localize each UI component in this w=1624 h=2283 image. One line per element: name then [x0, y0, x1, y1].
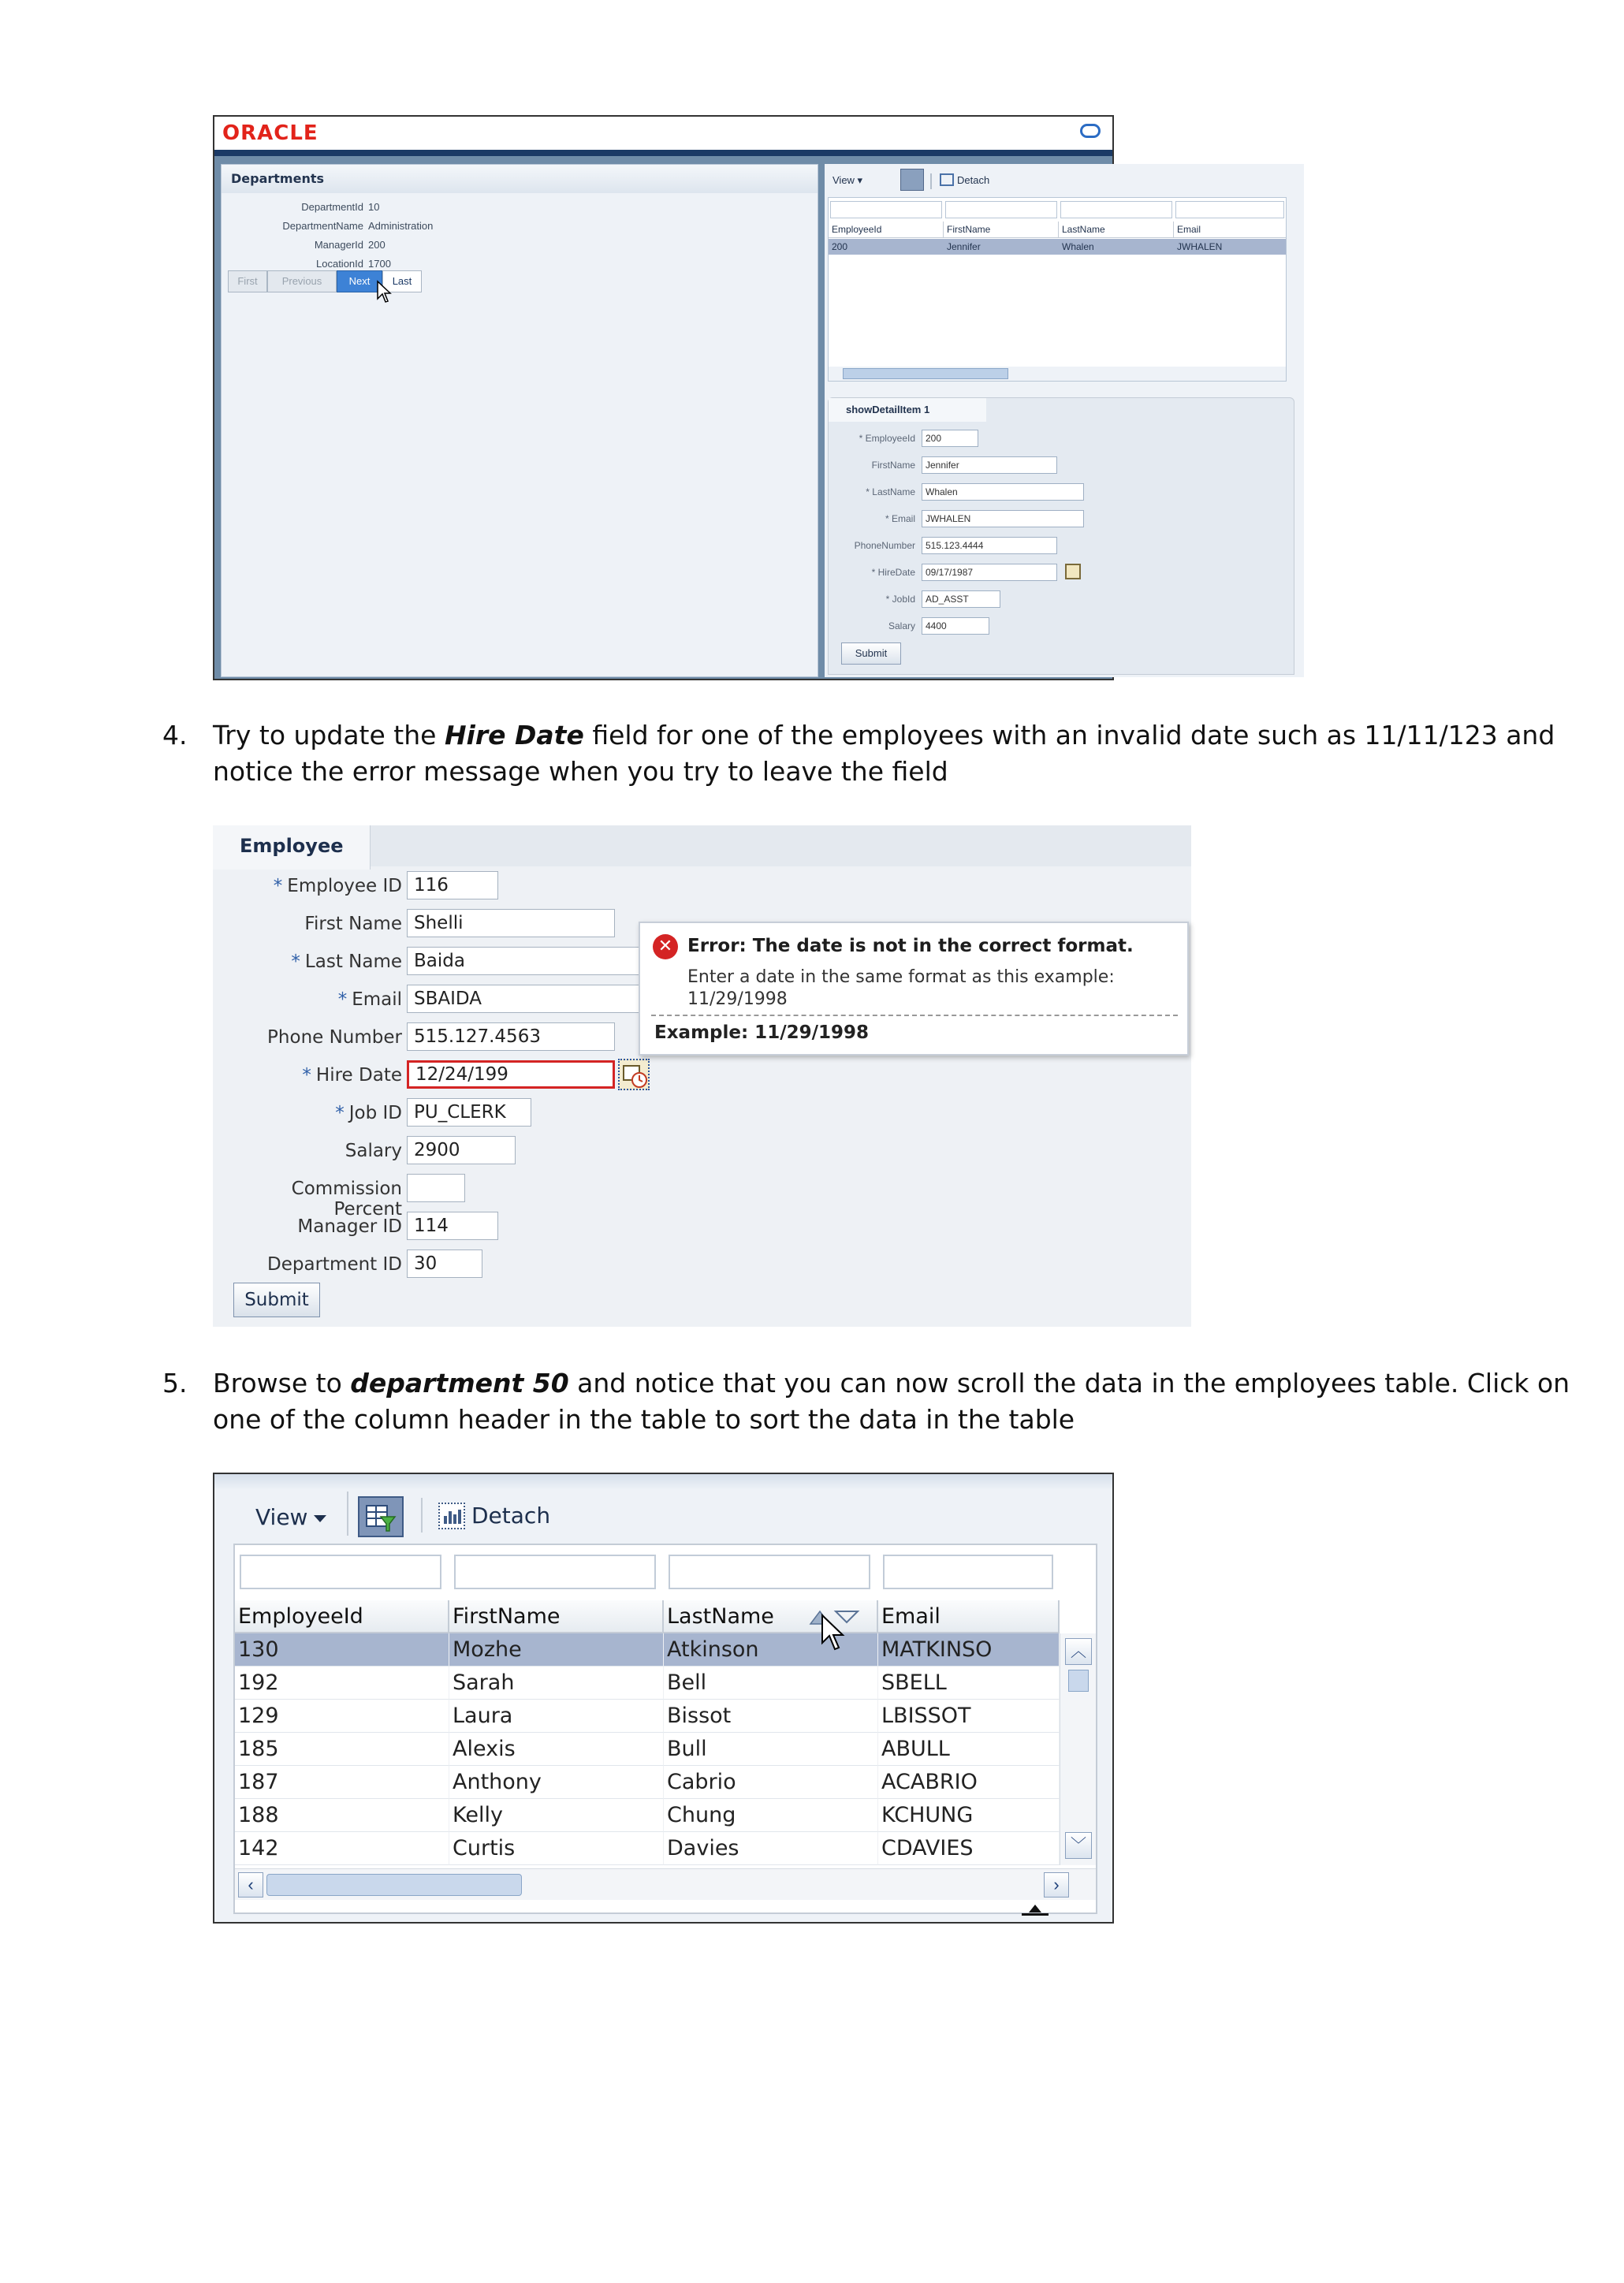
view-menu[interactable]: View ▾: [832, 174, 863, 186]
salary-field[interactable]: 4400: [922, 617, 989, 635]
toolbar-divider: [930, 173, 932, 189]
last-name-field[interactable]: Baida: [407, 947, 643, 975]
column-header-firstname[interactable]: FirstName: [944, 222, 1059, 238]
app-header: [214, 117, 1112, 156]
previous-button[interactable]: Previous: [267, 270, 337, 292]
error-divider: [651, 1015, 1178, 1016]
scroll-up-icon[interactable]: ︿: [1065, 1638, 1092, 1665]
table-cell: 185: [235, 1733, 449, 1766]
toolbar-divider: [421, 1498, 423, 1533]
manager-id-field[interactable]: 114: [407, 1212, 498, 1240]
error-message-line1: Enter a date in the same format as this example:: [687, 967, 1115, 987]
error-title: Error: The date is not in the correct format.: [687, 936, 1134, 956]
collapse-handle[interactable]: [1022, 1905, 1049, 1916]
table-cell: 188: [235, 1799, 449, 1832]
phone-number-field[interactable]: 515.127.4563: [407, 1022, 615, 1051]
vertical-scrollbar[interactable]: [1060, 1633, 1096, 1865]
error-message-line2: 11/29/1998: [687, 989, 788, 1009]
submit-button[interactable]: Submit: [841, 642, 901, 665]
scroll-left-icon[interactable]: ‹: [238, 1872, 263, 1898]
employeeid-field[interactable]: 200: [922, 430, 978, 447]
table-cell: Bell: [664, 1667, 878, 1700]
table-cell: 200: [832, 241, 848, 252]
department-id-label: Department ID: [267, 1254, 402, 1275]
table-cell: Bissot: [664, 1700, 878, 1733]
filter-table-glyph: [365, 1503, 397, 1533]
lastname-filter[interactable]: [669, 1555, 870, 1589]
departments-panel: [221, 164, 818, 677]
required-marker: *: [337, 989, 348, 1010]
employeeid-label: * EmployeeId: [859, 433, 915, 444]
error-icon: ✕: [653, 934, 678, 959]
table-cell: 187: [235, 1766, 449, 1799]
lastname-label: * LastName: [866, 486, 915, 497]
hire-date-field[interactable]: 12/24/199: [407, 1060, 615, 1089]
table-cell: Whalen: [1062, 241, 1094, 252]
email-field[interactable]: SBAIDA: [407, 985, 643, 1013]
horizontal-scrollbar[interactable]: [235, 1868, 1096, 1900]
status-ring-icon: [1080, 124, 1101, 138]
hire-date-label-text: Hire Date: [315, 1065, 402, 1086]
table-cell: Davies: [664, 1832, 878, 1865]
column-header-employeeid[interactable]: EmployeeId: [235, 1600, 449, 1633]
oracle-logo: ORACLE: [222, 121, 318, 145]
table-cell: Laura: [449, 1700, 664, 1733]
salary-label: Salary: [888, 620, 915, 631]
employeeid-filter[interactable]: [240, 1555, 441, 1589]
table-cell: 192: [235, 1667, 449, 1700]
view-menu[interactable]: View: [255, 1504, 308, 1530]
query-by-example-icon[interactable]: [358, 1496, 404, 1537]
email-label-text: Email: [352, 989, 402, 1010]
table-cell: Jennifer: [947, 241, 981, 252]
email-field[interactable]: JWHALEN: [922, 510, 1084, 527]
table-cell: Atkinson: [664, 1633, 878, 1667]
salary-label: Salary: [345, 1141, 402, 1161]
table-cell: SBELL: [878, 1667, 1060, 1700]
table-cell: Anthony: [449, 1766, 664, 1799]
department-name-label: DepartmentName: [282, 220, 363, 232]
toolbar-divider: [347, 1492, 348, 1536]
step-text: [213, 1365, 1624, 1438]
table-cell: CDAVIES: [878, 1832, 1060, 1865]
first-name-field[interactable]: Shelli: [407, 909, 615, 937]
chevron-down-icon: [314, 1515, 326, 1522]
first-button[interactable]: First: [228, 270, 267, 292]
calendar-clock-glyph: [620, 1061, 649, 1089]
submit-button[interactable]: Submit: [233, 1283, 320, 1317]
firstname-label: FirstName: [871, 460, 915, 471]
department-id-label: DepartmentId: [301, 201, 363, 213]
step-text-part: and notice that you can now scroll the data in the employees table. Click on one of the column header in the table to sort the data in the table: [213, 1368, 1570, 1435]
step-text-emphasis: Hire Date: [444, 720, 584, 750]
table-cell: ACABRIO: [878, 1766, 1060, 1799]
table-cell: LBISSOT: [878, 1700, 1060, 1733]
table-cell: Alexis: [449, 1733, 664, 1766]
column-header-email[interactable]: Email: [878, 1600, 1060, 1633]
tab-employee[interactable]: Employee: [213, 825, 371, 870]
scrollbar-thumb[interactable]: [1068, 1670, 1089, 1692]
employee-id-field[interactable]: 116: [407, 871, 498, 899]
scroll-down-icon[interactable]: ﹀: [1065, 1832, 1092, 1859]
mouse-cursor-icon: [820, 1613, 847, 1655]
last-button[interactable]: Last: [382, 270, 422, 292]
required-marker: *: [291, 952, 300, 972]
department-id-value: 10: [368, 201, 380, 213]
employee-id-label: [221, 876, 402, 896]
table-cell: KCHUNG: [878, 1799, 1060, 1832]
calendar-icon[interactable]: [618, 1059, 650, 1090]
first-name-label: First Name: [304, 914, 402, 934]
last-name-label: [221, 952, 402, 972]
departments-panel-title: Departments: [222, 165, 818, 193]
employees-panel: [825, 164, 1304, 677]
detach-button[interactable]: Detach: [957, 174, 990, 186]
detach-icon[interactable]: [940, 173, 954, 186]
table-cell: JWHALEN: [1177, 241, 1223, 252]
department-id-field[interactable]: 30: [407, 1250, 482, 1278]
commission-percent-field[interactable]: [407, 1174, 465, 1202]
required-marker: *: [335, 1103, 345, 1123]
step-number: 5.: [162, 1368, 188, 1398]
column-header-lastname[interactable]: LastName: [664, 1600, 878, 1633]
location-id-value: 1700: [368, 258, 391, 270]
hiredate-field[interactable]: 09/17/1987: [922, 564, 1057, 581]
job-id-label: [221, 1103, 402, 1123]
collapse-arrow-icon: [1029, 1905, 1041, 1912]
table-cell: 142: [235, 1832, 449, 1865]
email-filter[interactable]: [883, 1555, 1053, 1589]
column-header-employeeid[interactable]: EmployeeId: [829, 222, 944, 238]
firstname-field[interactable]: Jennifer: [922, 456, 1057, 474]
step-text-part: Try to update the: [213, 720, 445, 750]
table-cell: Chung: [664, 1799, 878, 1832]
panel-top-edge: [214, 1474, 1112, 1490]
horizontal-scrollbar[interactable]: [829, 367, 1286, 381]
hiredate-label: * HireDate: [871, 567, 915, 578]
tab-showdetailitem[interactable]: showDetailItem 1: [829, 398, 986, 422]
scrollbar-thumb[interactable]: [843, 368, 1008, 379]
detach-icon[interactable]: [438, 1503, 465, 1529]
step-text-part: Browse to: [213, 1368, 351, 1398]
email-label: [221, 989, 402, 1010]
lastname-filter[interactable]: [1060, 201, 1172, 218]
location-id-label: LocationId: [316, 258, 363, 270]
table-cell: Curtis: [449, 1832, 664, 1865]
manager-id-label: Manager ID: [297, 1216, 402, 1237]
step-text: [213, 717, 1624, 790]
detach-button[interactable]: Detach: [471, 1503, 551, 1529]
column-header-email[interactable]: Email: [1174, 222, 1286, 238]
phone-number-label: Phone Number: [267, 1027, 402, 1048]
step-number: 4.: [162, 720, 188, 750]
table-cell: Cabrio: [664, 1766, 878, 1799]
last-name-label-text: Last Name: [304, 952, 402, 972]
email-label: * Email: [885, 513, 915, 524]
error-popup: [639, 922, 1189, 1056]
table-cell: Mozhe: [449, 1633, 664, 1667]
calendar-icon[interactable]: [1065, 564, 1081, 579]
salary-field[interactable]: 2900: [407, 1136, 516, 1164]
scroll-right-icon[interactable]: ›: [1044, 1872, 1069, 1898]
department-name-value: Administration: [368, 220, 434, 232]
query-by-example-icon[interactable]: [900, 169, 924, 191]
phonenumber-label: PhoneNumber: [854, 540, 915, 551]
detach-chart-glyph: [441, 1505, 464, 1529]
employee-id-label-text: Employee ID: [287, 876, 402, 896]
required-marker: *: [273, 876, 283, 896]
employeeid-filter[interactable]: [830, 201, 942, 218]
column-header-firstname[interactable]: FirstName: [449, 1600, 664, 1633]
firstname-filter[interactable]: [454, 1555, 656, 1589]
hire-date-label: [221, 1065, 402, 1086]
employees-table: [828, 197, 1287, 382]
error-example: Example: 11/29/1998: [654, 1022, 870, 1043]
commission-percent-label: Commission Percent: [291, 1179, 402, 1220]
table-cell: Bull: [664, 1733, 878, 1766]
scrollbar-thumb[interactable]: [266, 1874, 522, 1896]
jobid-field[interactable]: AD_ASST: [922, 590, 1000, 608]
manager-id-label: ManagerId: [314, 239, 363, 251]
required-marker: *: [302, 1065, 311, 1086]
phonenumber-field[interactable]: 515.123.4444: [922, 537, 1057, 554]
table-cell: Sarah: [449, 1667, 664, 1700]
table-cell: 130: [235, 1633, 449, 1667]
screenshot-employees-table: [213, 1473, 1114, 1924]
table-cell: MATKINSO: [878, 1633, 1060, 1667]
email-filter[interactable]: [1175, 201, 1284, 218]
table-cell: ABULL: [878, 1733, 1060, 1766]
screenshot-departments-form: [213, 115, 1223, 680]
step-text-emphasis: department 50: [350, 1368, 569, 1398]
jobid-label: * JobId: [885, 594, 915, 605]
firstname-filter[interactable]: [945, 201, 1057, 218]
job-id-label-text: Job ID: [348, 1103, 402, 1123]
table-cell: 129: [235, 1700, 449, 1733]
screenshot-employee-form: [213, 825, 1191, 1327]
next-button[interactable]: Next: [337, 270, 382, 292]
detail-panel: [828, 397, 1294, 675]
step-text-part: field for one of the employees with an invalid date such as 11/11/123 and notice the error message when you try to leave the field: [213, 720, 1555, 787]
column-header-lastname[interactable]: LastName: [1059, 222, 1174, 238]
lastname-field[interactable]: Whalen: [922, 483, 1084, 501]
manager-id-value: 200: [368, 239, 386, 251]
mouse-cursor-icon: [376, 280, 393, 305]
table-cell: Kelly: [449, 1799, 664, 1832]
job-id-field[interactable]: PU_CLERK: [407, 1098, 531, 1127]
